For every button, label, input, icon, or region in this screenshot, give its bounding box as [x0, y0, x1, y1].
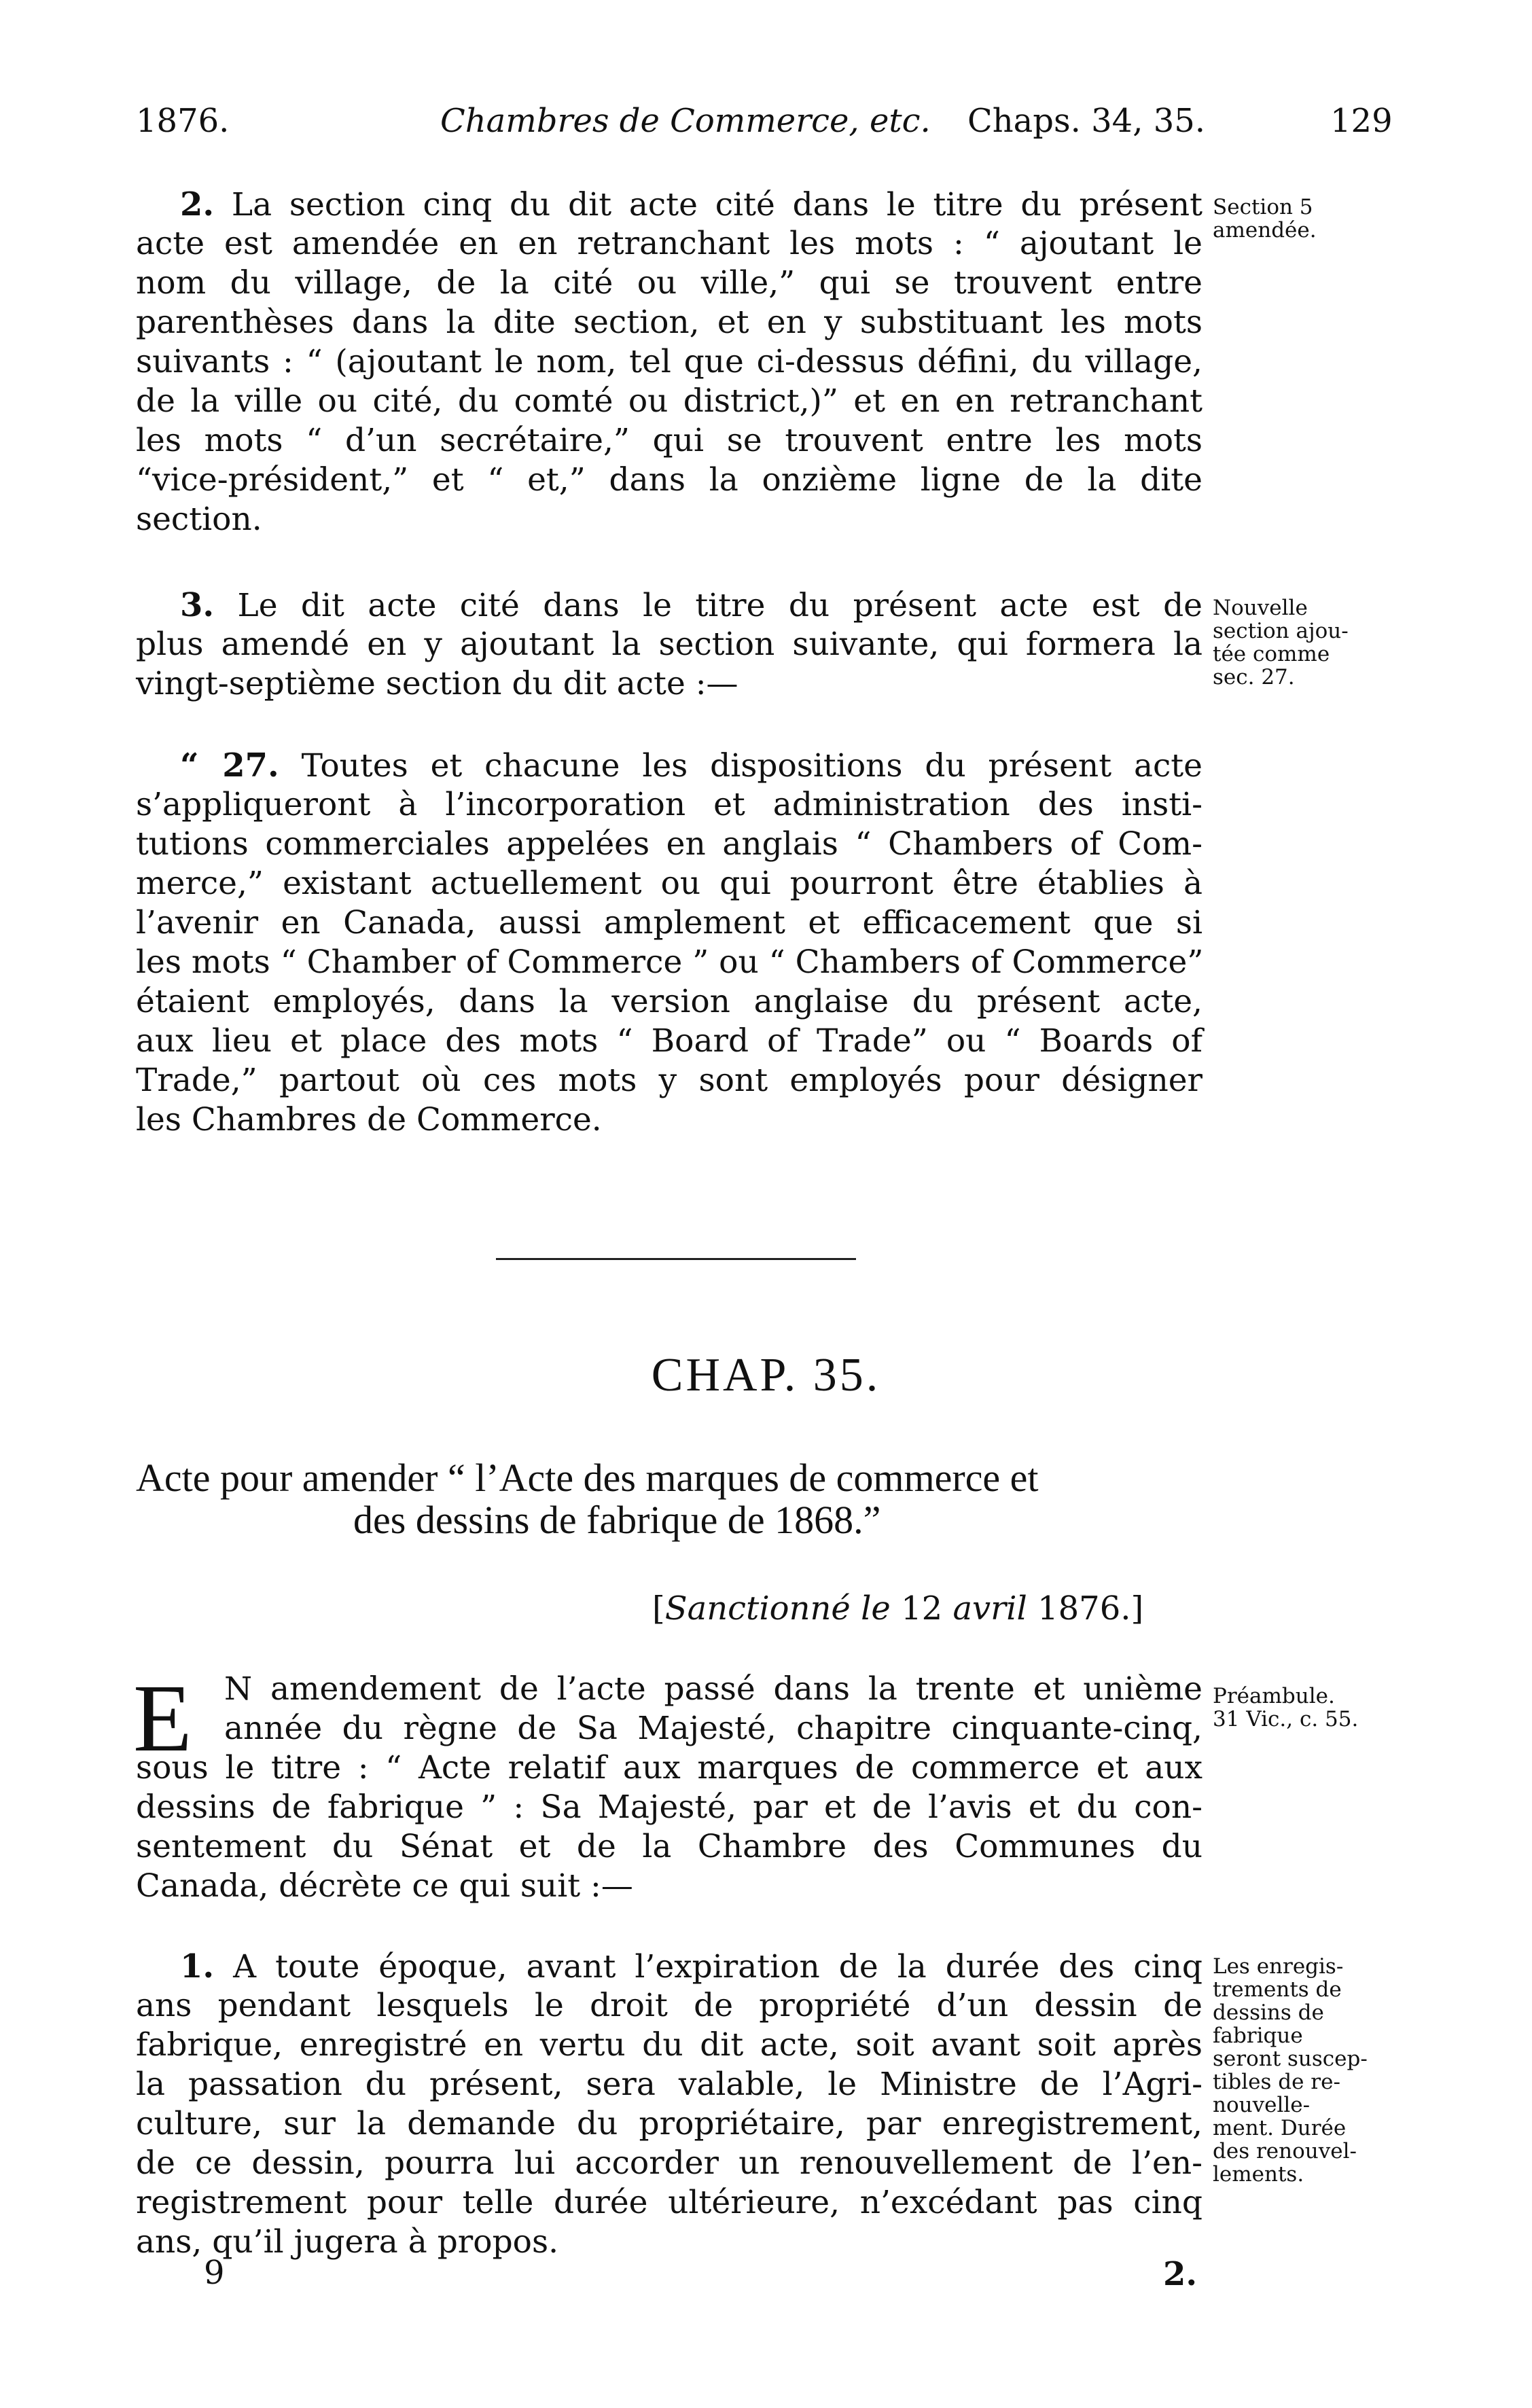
preamble-line-1: N amendement de l’acte passé dans la trente et unième — [224, 1670, 1203, 1708]
margin-note-preambule: Préambule. 31 Vic., c. 55. — [1213, 1684, 1359, 1731]
catchword: 2. — [1163, 2255, 1198, 2293]
section-3-line-1: 3. Le dit acte cité dans le titre du présent acte est de — [180, 586, 1203, 624]
chapter-title-line-2: des dessins de fabrique de 1868.” — [353, 1498, 881, 1542]
preamble-line-2: année du règne de Sa Majesté, chapitre cinquante-cinq, — [224, 1710, 1203, 1747]
section-3-line-2: plus amendé en y ajoutant la section suivante, qui formera la — [136, 626, 1203, 663]
section-1-line-3: fabrique, enregistré en vertu du dit acte, soit avant soit après — [136, 2026, 1203, 2064]
header-page-number: 129 — [1330, 102, 1393, 140]
margin-note-nouvelle-section: Nouvelle section ajou- tée comme sec. 27. — [1213, 596, 1349, 689]
section-number: 1. — [180, 1947, 215, 1985]
section-2-line-4: parenthèses dans la dite section, et en y substituant les mots — [136, 304, 1203, 341]
drop-cap: E — [133, 1664, 192, 1772]
header-chapters: Chaps. 34, 35. — [967, 102, 1206, 140]
section-1-line-2: ans pendant lesquels le droit de propriété d’un dessin de — [136, 1987, 1203, 2024]
section-2-line-2: acte est amendée en en retranchant les mots : “ ajoutant le — [136, 225, 1203, 262]
section-2-line-1: 2. La section cinq du dit acte cité dans le titre du présent — [180, 185, 1203, 223]
section-27-line-9: Trade,” partout où ces mots y sont employés pour désigner — [136, 1062, 1203, 1099]
section-number: 3. — [180, 586, 215, 624]
section-3-line-3: vingt-septième section du dit acte :— — [136, 665, 738, 702]
section-1-line-7: registrement pour telle durée ultérieure, n’excédant pas cinq — [136, 2184, 1203, 2221]
preamble-line-5: sentement du Sénat et de la Chambre des Communes du — [136, 1828, 1203, 1865]
sanction-date: [Sanctionné le 12 avril 1876.] — [652, 1589, 1144, 1628]
margin-note-enregistrements: Les enregis- trements de dessins de fabrique seront suscep- tibles de re- nouvelle- ment. Durée des renouvel- lements. — [1213, 1954, 1368, 2187]
section-27-line-6: les mots “ Chamber of Commerce ” ou “ Chambers of Commerce” — [136, 944, 1204, 981]
preamble-line-3: sous le titre : “ Acte relatif aux marques de commerce et aux — [136, 1749, 1203, 1786]
section-number: 2. — [180, 185, 215, 223]
section-27-line-2: s’appliqueront à l’incorporation et administration des insti- — [136, 786, 1203, 823]
section-1-line-8: ans, qu’il jugera à propos. — [136, 2223, 559, 2261]
section-divider — [496, 1258, 856, 1260]
section-1-line-4: la passation du présent, sera valable, le Ministre de l’Agri- — [136, 2066, 1203, 2103]
section-27-line-1: “ 27. Toutes et chacune les dispositions du présent acte — [180, 747, 1203, 785]
section-27-line-4: merce,” existant actuellement ou qui pourront être établies à — [136, 865, 1203, 902]
section-number: “ 27. — [180, 747, 279, 785]
section-27-line-3: tutions commerciales appelées en anglais “ Chambers of Com- — [136, 825, 1203, 863]
header-running-title: Chambres de Commerce, etc. — [440, 102, 931, 140]
section-2-line-6: de la ville ou cité, du comté ou district,)” et en en retranchant — [136, 382, 1203, 420]
section-1-line-1: 1. A toute époque, avant l’expiration de la durée des cinq — [180, 1947, 1203, 1985]
section-2-line-3: nom du village, de la cité ou ville,” qui se trouvent entre — [136, 264, 1203, 302]
preamble-line-6: Canada, décrète ce qui suit :— — [136, 1867, 633, 1905]
chapter-title-line-1: Acte pour amender “ l’Acte des marques de commerce et — [136, 1456, 1039, 1500]
header-year: 1876. — [136, 102, 230, 140]
section-2-line-7: les mots “ d’un secrétaire,” qui se trouvent entre les mots — [136, 422, 1203, 459]
section-27-line-5: l’avenir en Canada, aussi amplement et efficacement que si — [136, 904, 1203, 941]
margin-note-section-5: Section 5 amendée. — [1213, 195, 1317, 242]
section-2-line-5: suivants : “ (ajoutant le nom, tel que ci-dessus défini, du village, — [136, 343, 1203, 380]
section-27-line-8: aux lieu et place des mots “ Board of Trade” ou “ Boards of — [136, 1022, 1203, 1060]
section-2-line-9: section. — [136, 501, 262, 538]
section-1-line-5: culture, sur la demande du propriétaire, par enregistrement, — [136, 2105, 1203, 2142]
section-1-line-6: de ce dessin, pourra lui accorder un renouvellement de l’en- — [136, 2144, 1203, 2182]
section-27-line-7: étaient employés, dans la version anglaise du présent acte, — [136, 983, 1203, 1020]
preamble-line-4: dessins de fabrique ” : Sa Majesté, par et de l’avis et du con- — [136, 1789, 1203, 1826]
section-2-line-8: “vice-président,” et “ et,” dans la onzième ligne de la dite — [136, 461, 1203, 499]
signature-mark: 9 — [204, 2254, 225, 2292]
section-27-line-10: les Chambres de Commerce. — [136, 1101, 602, 1138]
chapter-heading: CHAP. 35. — [651, 1349, 881, 1401]
